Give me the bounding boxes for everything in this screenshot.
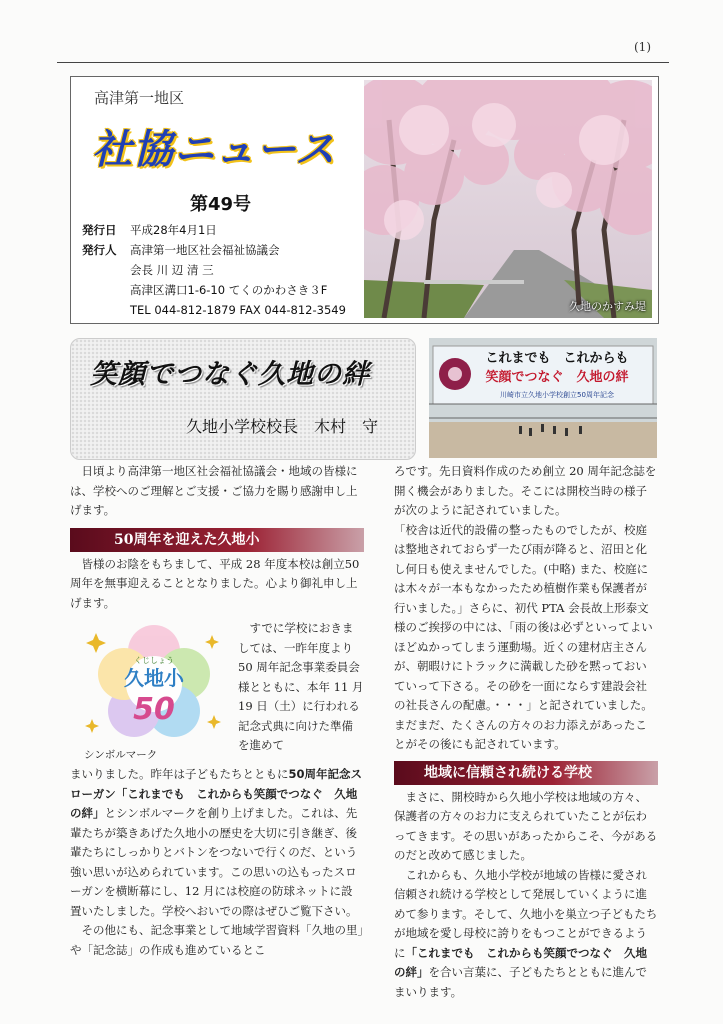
newsletter-title: 社協ニュース xyxy=(92,127,336,173)
banner-image xyxy=(429,338,657,458)
banner-line-1: これまでも これからも xyxy=(485,351,629,366)
banner-subtitle: 川崎市立久地小学校創立50周年記念 xyxy=(500,391,614,399)
info-row: 会長 川 辺 清 三 xyxy=(130,263,214,277)
symbol-mark-icon xyxy=(74,619,234,743)
info-row: TEL 044-812-1879 FAX 044-812-3549 xyxy=(130,303,346,317)
section-heading-trust: 地域に信頼され続ける学校 xyxy=(394,761,658,785)
publication-info xyxy=(82,220,346,320)
slogan-bold: 50周年記念スローガン「これまでも これからも笑顔でつなぐ 久地の絆」 xyxy=(70,767,363,820)
logo-text: 久地小 xyxy=(124,666,184,690)
logo-caption: シンボルマーク xyxy=(84,748,158,761)
cherry-blossom-photo xyxy=(364,80,652,318)
info-row: 発行日 平成28年4月1日 xyxy=(82,223,217,237)
paragraph-community-support: まさに、開校時から久地小学校は地域の方々、保護者の方々のお力に支えられていたことが伝わってきます。その思いがあったからこそ、今があるのだと改めて感じました。 xyxy=(394,789,658,862)
closing-slogan-bold: 「これまでも これからも笑顔でつなぐ 久地の絆」 xyxy=(394,945,647,979)
page-number: (1) xyxy=(634,40,651,54)
paragraph-continuation: ろです。先日資料作成のため創立 20 周年記念誌を開く機会がありました。そこには開校当時の様子が次のように記されていました。 xyxy=(394,464,657,517)
paragraph-future: これからも、久地小学校が地域の皆様に愛され信頼され続ける学校として発展していくように進めて参ります。そして、久地小を巣立つ子どもたちが地域を愛し母校に誇りをもつことができるように「これまでも これからも笑顔でつなぐ 久地の絆」を合い言葉に、子どもたちとともに進んでまいります。 xyxy=(394,867,658,999)
banner-line-2: 笑顔でつなぐ 久地の絆 xyxy=(485,370,629,385)
district-label: 高津第一地区 xyxy=(94,89,185,107)
right-column xyxy=(394,462,658,1002)
photo-caption: 久地のかすみ堤 xyxy=(569,300,646,313)
symbol-mark xyxy=(70,619,238,765)
logo-ruby: くじしょう xyxy=(134,656,174,665)
paragraph-history-quote: 「校舎は近代的設備の整ったものでしたが、校庭は整地されておらず一たび雨が降ると、沼田と化し何日も使えませんでした。(中略) また、校庭には木々が一本もなかったため植樹作業も保護者が行いました。」さらに、初代 PTA 会長故上形泰文様のご挨拶の中には、「雨の後は必ずといってよいほどぬかってしまう運動場。近くの建材店主さんが、朝暇けにトラックに満載した砂を黙っておいていって下さる。その砂を一面にならす建設会社の社長さんの配慮。・・・」と記されていました。まだまだ、たくさんの方々のお力添えがあったことがその後にも記されています。 xyxy=(394,522,653,751)
logo-number: 50 xyxy=(133,692,175,727)
article-headline: 笑顔でつなぐ久地の絆 xyxy=(90,359,370,390)
info-row: 発行人 高津第一地区社会福祉協議会 xyxy=(82,243,280,257)
section-heading-50th: 50周年を迎えた久地小 xyxy=(70,528,364,552)
logo-block xyxy=(70,619,364,765)
paragraph-preparation-b: まいりました。昨年は子どもたちとともに50周年記念スローガン「これまでも これからも笑顔でつなぐ 久地の絆」とシンボルマークを創り上げました。これは、先輩たちが築きあげた久地小の歴史を大切に引き継ぎ、後輩たちにしっかりとバトンをつないで行くのだ、という強い思いが込められています。この思いの込もったスローガンを横断幕にし、12 月には校庭の防球ネットに設置いたしました。学校へおいでの際はぜひご覧下さい。 xyxy=(70,767,363,918)
top-rule xyxy=(57,62,669,63)
cherry-blossom-image xyxy=(364,80,652,318)
school-banner-photo xyxy=(429,338,657,458)
article-author: 久地小学校校長 木村 守 xyxy=(186,417,379,436)
left-column xyxy=(70,462,364,960)
info-row: 高津区溝口1-6-10 てくのかわさき３F xyxy=(130,283,328,297)
paragraph-anniversary: 皆様のお陰をもちまして、平成 28 年度本校は創立50周年を無事迎えることとなりました。心より御礼申し上げます。 xyxy=(70,556,360,610)
issue-number: 第49号 xyxy=(190,194,252,215)
paragraph-other-projects: その他にも、記念事業として地域学習資料「久地の里」や「記念誌」の作成も進めているとこ xyxy=(70,923,364,957)
intro-paragraph: 日頃より高津第一地区社会福祉協議会・地域の皆様には、学校へのご理解とご支援・ご協力を賜り感謝申し上げます。 xyxy=(70,464,358,517)
paragraph-preparation-a: すでに学校におきましては、一昨年度より 50 周年記念事業委員会様とともに、本年 11 月 19 日（土）に行われる記念式典に向けた準備を進めて xyxy=(238,621,364,752)
